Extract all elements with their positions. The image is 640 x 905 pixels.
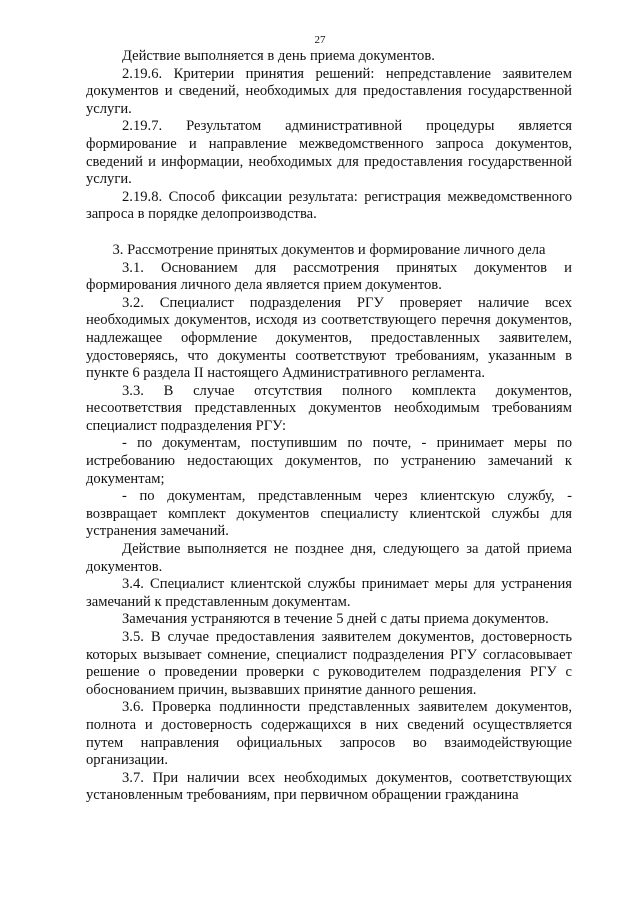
paragraph: 2.19.8. Способ фиксации результата: регистрация межведомственного запроса в порядке делопроизводства. [86, 188, 572, 223]
paragraph: 2.19.7. Результатом административной процедуры является формирование и направление межведомственного запроса документов, сведений и информации, необходимых для предоставления государственной услуги. [86, 118, 572, 188]
spacer [86, 224, 572, 242]
paragraph: 3.1. Основанием для рассмотрения принятых документов и формирования личного дела является прием документов. [86, 259, 572, 294]
paragraph: 3.5. В случае предоставления заявителем документов, достоверность которых вызывает сомнение, специалист подразделения РГУ согласовывает решение о проведении проверки с руководителем подразделения РГУ с обоснованием причин, вызвавших принятие данного решения. [86, 629, 572, 698]
paragraph: 3.4. Специалист клиентской службы принимает меры для устранения замечаний к представленным документам. [86, 576, 572, 610]
paragraph: Действие выполняется не позднее дня, следующего за датой приема документов. [86, 541, 572, 575]
section-heading: 3. Рассмотрение принятых документов и формирование личного дела [112, 241, 546, 258]
paragraph: 2.19.6. Критерии принятия решений: непредставление заявителем документов и сведений, необходимых для предоставления государственной услуги. [86, 65, 572, 117]
paragraph: - по документам, представленным через клиентскую службу, - возвращает комплект документов специалисту клиентской службы для устранения замечаний. [86, 488, 572, 540]
document-body [86, 48, 572, 805]
paragraph: 3.6. Проверка подлинности представленных заявителем документов, полнота и достоверность содержащихся в них сведений осуществляется путем направления официальных запросов во взаимодействующие организации. [86, 699, 572, 769]
paragraph: Замечания устраняются в течение 5 дней с даты приема документов. [122, 611, 549, 628]
paragraph: 3.2. Специалист подразделения РГУ проверяет наличие всех необходимых документов, исходя из соответствующего перечня документов, надлежащее оформление документов, предоставленных заявителем, удостоверяясь, что документы соответствуют требованиям, указанным в пункте 6 раздела II настоящего Административного регламента. [86, 294, 572, 382]
paragraph: - по документам, поступившим по почте, - принимает меры по истребованию недостающих документов, по устранению замечаний к документам; [86, 435, 572, 487]
paragraph: 3.3. В случае отсутствия полного комплекта документов, несоответствия представленных документов необходимым требованиям специалист подразделения РГУ: [86, 382, 572, 434]
paragraph: Действие выполняется в день приема документов. [122, 48, 435, 64]
paragraph: 3.7. При наличии всех необходимых документов, соответствующих установленным требованиям, при первичном обращении гражданина [86, 769, 572, 804]
page-number: 27 [314, 34, 326, 46]
